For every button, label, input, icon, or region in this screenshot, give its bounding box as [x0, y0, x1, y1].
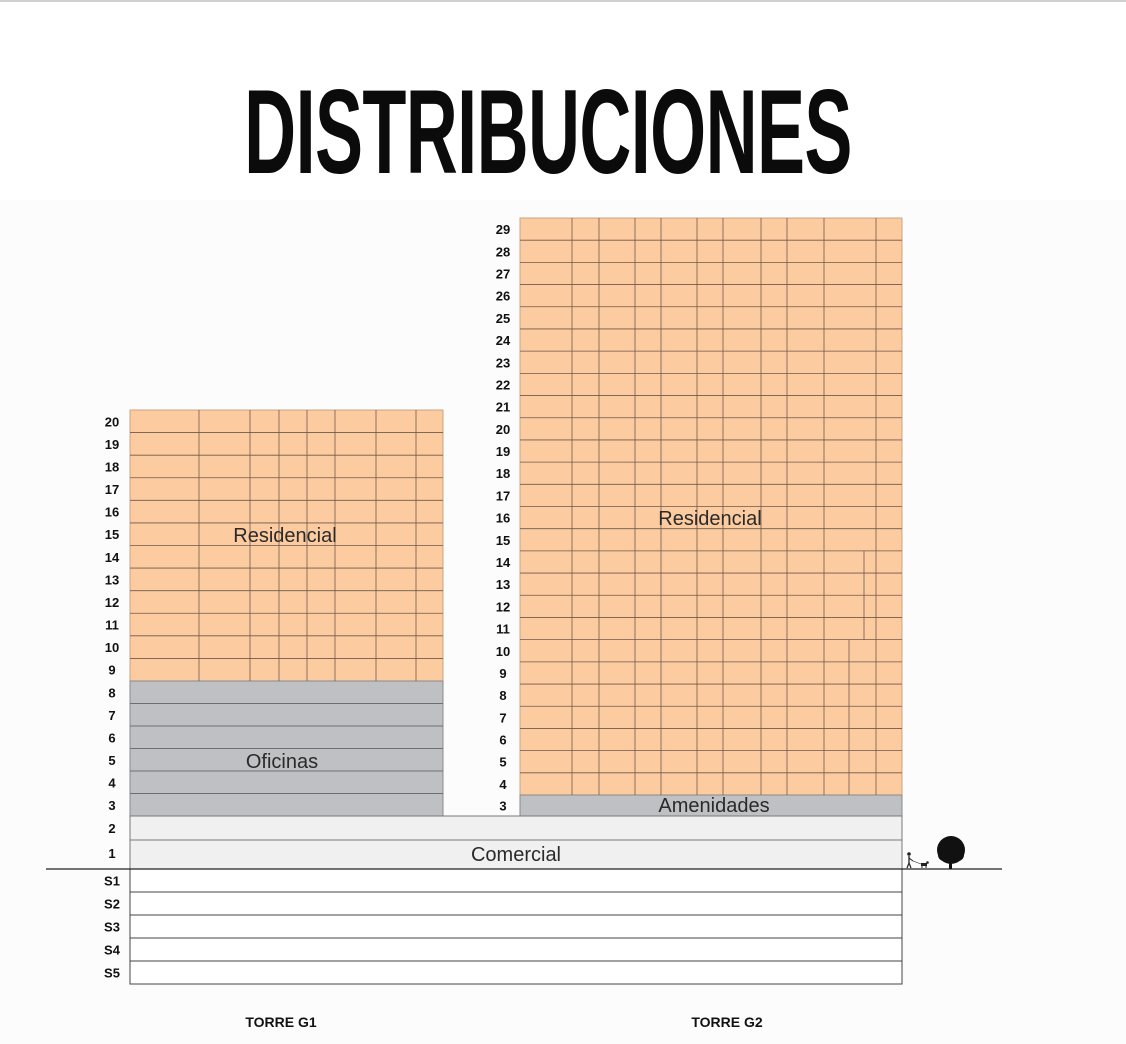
g2-floor-label: 24: [495, 333, 511, 349]
g1-floor-label: 13: [104, 572, 120, 588]
g2-floor-label: 22: [495, 377, 511, 393]
g1-floor-label: 10: [104, 640, 120, 656]
g2-floor-label: 20: [495, 421, 511, 437]
g2-floor-label: 28: [495, 244, 511, 260]
g1-floor-label: 18: [104, 459, 120, 475]
g2-floor-label: 13: [495, 577, 511, 593]
g2-floor-label: 5: [499, 754, 507, 770]
g2-residencial-label: Residencial: [658, 508, 762, 530]
g1-floor-label: 9: [108, 662, 116, 678]
g2-floor-label: 10: [495, 643, 511, 659]
tower-g1-label: TORRE G1: [245, 1014, 317, 1030]
person-with-dog-icon: [907, 852, 929, 868]
g1-oficinas-label: Oficinas: [245, 751, 319, 773]
g1-residencial-label: Residencial: [233, 525, 337, 547]
basement-floor-label: S1: [104, 873, 120, 889]
g2-floor-label: 17: [495, 488, 511, 504]
g2-floor-label: 8: [499, 688, 507, 704]
comercial-floor-2: [130, 816, 902, 840]
g2-floor-label: 19: [495, 444, 511, 460]
g1-floor-label: 20: [104, 414, 120, 430]
g1-floor-label: 14: [104, 549, 120, 565]
basement-floor-label: S4: [104, 942, 120, 958]
tree-icon: [937, 836, 965, 869]
g1-floor-label: 7: [108, 707, 116, 723]
g2-floor-label: 27: [495, 266, 511, 282]
g1-floor-label: 15: [104, 527, 120, 543]
g2-floor-label: 6: [499, 732, 507, 748]
podium-floor-label: 2: [108, 821, 116, 836]
g2-floor-label: 29: [495, 222, 511, 238]
basement-level: [130, 961, 902, 984]
g2-floor-label: 15: [495, 532, 511, 548]
g2-floor-label: 11: [496, 621, 510, 637]
g1-floor-label: 4: [108, 775, 116, 791]
basement-floor-label: S5: [104, 965, 120, 981]
g1-floor-label: 3: [108, 797, 116, 813]
g1-floor-label: 8: [108, 685, 116, 701]
g1-floor-label: 19: [104, 436, 120, 452]
g2-floor-label: 3: [499, 798, 507, 814]
g1-floor-label: 12: [104, 594, 120, 610]
g2-floor-label: 12: [495, 599, 511, 615]
basement-level: [130, 892, 902, 915]
g2-floor-label: 14: [495, 554, 511, 570]
g1-floor-label: 16: [104, 504, 120, 520]
g1-floor-label: 5: [108, 752, 116, 768]
basement-floor-label: S3: [104, 919, 120, 935]
g2-floor-label: 7: [499, 710, 507, 726]
g1-floor-label: 17: [104, 482, 120, 498]
g2-floor-label: 23: [495, 355, 511, 371]
g2-floor-label: 18: [495, 466, 511, 482]
g2-floor-label: 9: [499, 665, 507, 681]
tower-g2-label: TORRE G2: [691, 1014, 763, 1030]
basement-level: [130, 915, 902, 938]
basement-level: [130, 869, 902, 892]
g2-floor-label: 21: [495, 399, 511, 415]
basement-level: [130, 938, 902, 961]
basement-floor-label: S2: [104, 896, 120, 912]
g2-floor-label: 16: [495, 510, 511, 526]
g1-floor-label: 6: [108, 730, 116, 746]
g1-floor-label: 11: [105, 617, 119, 633]
g2-amenidades-label: Amenidades: [658, 795, 770, 817]
podium-floor-label: 1: [108, 846, 116, 861]
comercial-label: Comercial: [470, 844, 562, 866]
page-title: DISTRIBUCIONES: [244, 65, 852, 199]
g2-floor-label: 4: [499, 776, 507, 792]
g2-floor-label: 25: [495, 310, 511, 326]
g2-floor-label: 26: [495, 288, 511, 304]
